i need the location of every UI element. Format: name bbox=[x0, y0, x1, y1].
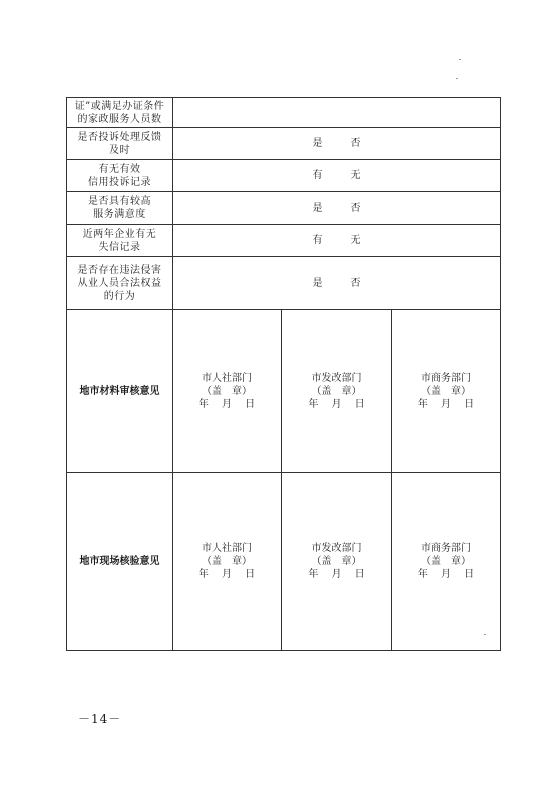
option-no: 否 bbox=[350, 138, 361, 149]
option-yes: 是 bbox=[312, 202, 323, 214]
option-cell bbox=[173, 225, 501, 257]
seal-label: （盖 章） bbox=[421, 385, 471, 397]
dept-ndrc-stamp-cell bbox=[282, 310, 392, 473]
row-label: 是否具有较高 服务满意度 bbox=[67, 192, 173, 225]
row-label: 是否投诉处理反馈 及时 bbox=[67, 128, 173, 160]
table-row bbox=[67, 257, 501, 310]
option-yes: 是 bbox=[312, 138, 323, 149]
scan-speck bbox=[459, 59, 461, 60]
option-none: 无 bbox=[350, 235, 361, 246]
date-label: 年 月 日 bbox=[417, 398, 475, 410]
table-row bbox=[67, 128, 501, 160]
option-cell bbox=[173, 257, 501, 310]
option-cell bbox=[173, 160, 501, 192]
enterprise-evaluation-table bbox=[66, 97, 501, 651]
seal-label: （盖 章） bbox=[421, 556, 471, 567]
option-none: 无 bbox=[350, 170, 361, 181]
seal-label: （盖 章） bbox=[202, 556, 252, 567]
dept-name: 市发改部门 bbox=[311, 372, 362, 384]
row-label: 是否存在违法侵害 从业人员合法权益 的行为 bbox=[67, 257, 173, 310]
option-no: 否 bbox=[350, 277, 361, 289]
date-label: 年 月 日 bbox=[417, 569, 475, 580]
value-cell bbox=[173, 98, 501, 128]
seal-label: （盖 章） bbox=[202, 385, 252, 397]
site-review-title: 地市现场核验意见 bbox=[67, 473, 173, 651]
seal-label: （盖 章） bbox=[311, 385, 362, 397]
site-review-row bbox=[67, 473, 501, 651]
date-label: 年 月 日 bbox=[308, 398, 365, 410]
page-number: －14－ bbox=[78, 712, 122, 726]
row-label: 证”或满足办证条件 的家政服务人员数 bbox=[67, 98, 173, 128]
dept-ndrc-stamp-cell bbox=[282, 473, 392, 651]
option-have: 有 bbox=[312, 170, 323, 181]
date-label: 年 月 日 bbox=[198, 398, 256, 410]
table-row bbox=[67, 98, 501, 128]
date-label: 年 月 日 bbox=[308, 569, 365, 580]
dept-name: 市商务部门 bbox=[421, 543, 471, 554]
material-review-title: 地市材料审核意见 bbox=[67, 310, 173, 473]
option-cell bbox=[173, 128, 501, 160]
dept-name: 市人社部门 bbox=[202, 543, 252, 554]
table-row bbox=[67, 225, 501, 257]
dept-name: 市发改部门 bbox=[311, 543, 362, 554]
option-cell bbox=[173, 192, 501, 225]
table-row bbox=[67, 160, 501, 192]
dept-name: 市商务部门 bbox=[421, 372, 471, 384]
row-label: 近两年企业有无 失信记录 bbox=[67, 225, 173, 257]
option-have: 有 bbox=[312, 235, 323, 246]
table-row bbox=[67, 192, 501, 225]
dept-name: 市人社部门 bbox=[202, 372, 252, 384]
row-label: 有无有效 信用投诉记录 bbox=[67, 160, 173, 192]
dept-hrss-stamp-cell bbox=[173, 473, 282, 651]
option-no: 否 bbox=[350, 202, 361, 214]
material-review-row bbox=[67, 310, 501, 473]
dept-commerce-stamp-cell bbox=[392, 473, 501, 651]
date-label: 年 月 日 bbox=[198, 569, 256, 580]
option-yes: 是 bbox=[312, 277, 323, 289]
seal-label: （盖 章） bbox=[311, 556, 362, 567]
scan-speck bbox=[456, 78, 458, 79]
dept-commerce-stamp-cell bbox=[392, 310, 501, 473]
dept-hrss-stamp-cell bbox=[173, 310, 282, 473]
